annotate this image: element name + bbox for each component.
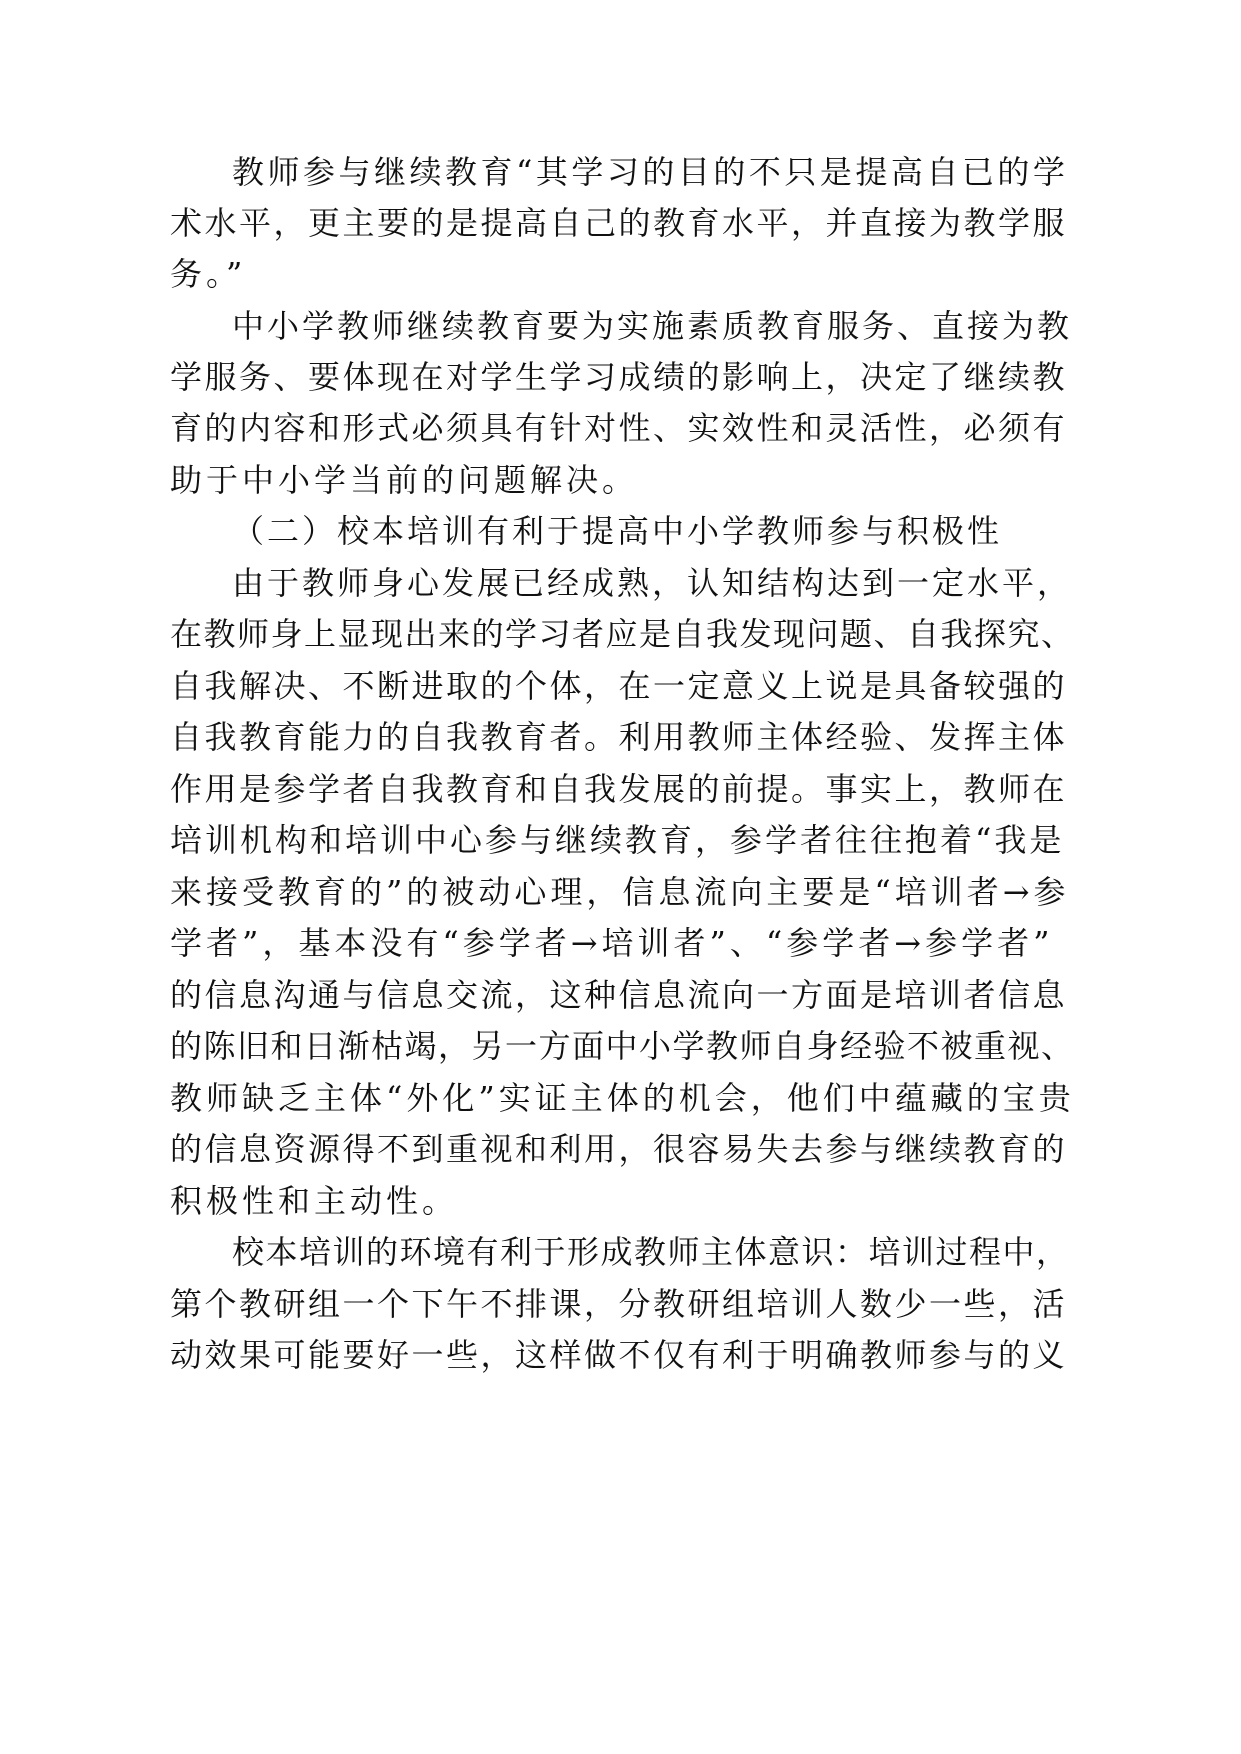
text-line: 自我教育能力的自我教育者。利用教师主体经验、发挥主体 (170, 718, 1068, 756)
text-line: 积极性和主动性。 (170, 1182, 459, 1220)
text-line: 中小学教师继续教育要为实施素质教育服务、直接为教 (232, 307, 1073, 345)
text-line: 育的内容和形式必须具有针对性、实效性和灵活性，必须有 (170, 409, 1068, 447)
text-line: 由于教师身心发展已经成熟，认知结构达到一定水平， (232, 564, 1073, 602)
text-line: 作用是参学者自我教育和自我发展的前提。事实上，教师在 (170, 770, 1068, 808)
text-line: 在教师身上显现出来的学习者应是自我发现问题、自我探究、 (170, 615, 1075, 653)
text-line: 务。” (170, 255, 247, 293)
text-line: 教师参与继续教育“其学习的目的不只是提高自已的学 (232, 153, 1069, 191)
text-line: 的信息沟通与信息交流，这种信息流向一方面是培训者信息 (170, 976, 1068, 1014)
text-line: 来接受教育的”的被动心理，信息流向主要是“培训者→参 (170, 873, 1070, 911)
text-line: 的陈旧和日渐枯竭，另一方面中小学教师自身经验不被重视、 (170, 1027, 1075, 1065)
text-line: 自我解决、不断进取的个体，在一定意义上说是具备较强的 (170, 667, 1068, 705)
text-line: 的信息资源得不到重视和利用，很容易失去参与继续教育的 (170, 1130, 1068, 1168)
text-line: 术水平，更主要的是提高自己的教育水平，并直接为教学服 (170, 204, 1068, 242)
text-line: 培训机构和培训中心参与继续教育，参学者往往抱着“我是 (170, 821, 1065, 859)
text-line: 助于中小学当前的问题解决。 (170, 461, 639, 499)
text-line: 学服务、要体现在对学生学习成绩的影响上，决定了继续教 (170, 358, 1068, 396)
text-line: 第个教研组一个下午不排课，分教研组培训人数少一些，活 (170, 1285, 1068, 1323)
text-line: 动效果可能要好一些，这样做不仅有利于明确教师参与的义 (170, 1336, 1068, 1374)
text-line: 教师缺乏主体“外化”实证主体的机会，他们中蕴藏的宝贵 (170, 1079, 1075, 1117)
text-line: 校本培训的环境有利于形成教师主体意识：培训过程中， (232, 1233, 1070, 1271)
section-heading: （二）校本培训有利于提高中小学教师参与积极性 (232, 512, 1003, 550)
text-line: 学者”，基本没有“参学者→培训者”、“参学者→参学者” (170, 924, 1054, 962)
